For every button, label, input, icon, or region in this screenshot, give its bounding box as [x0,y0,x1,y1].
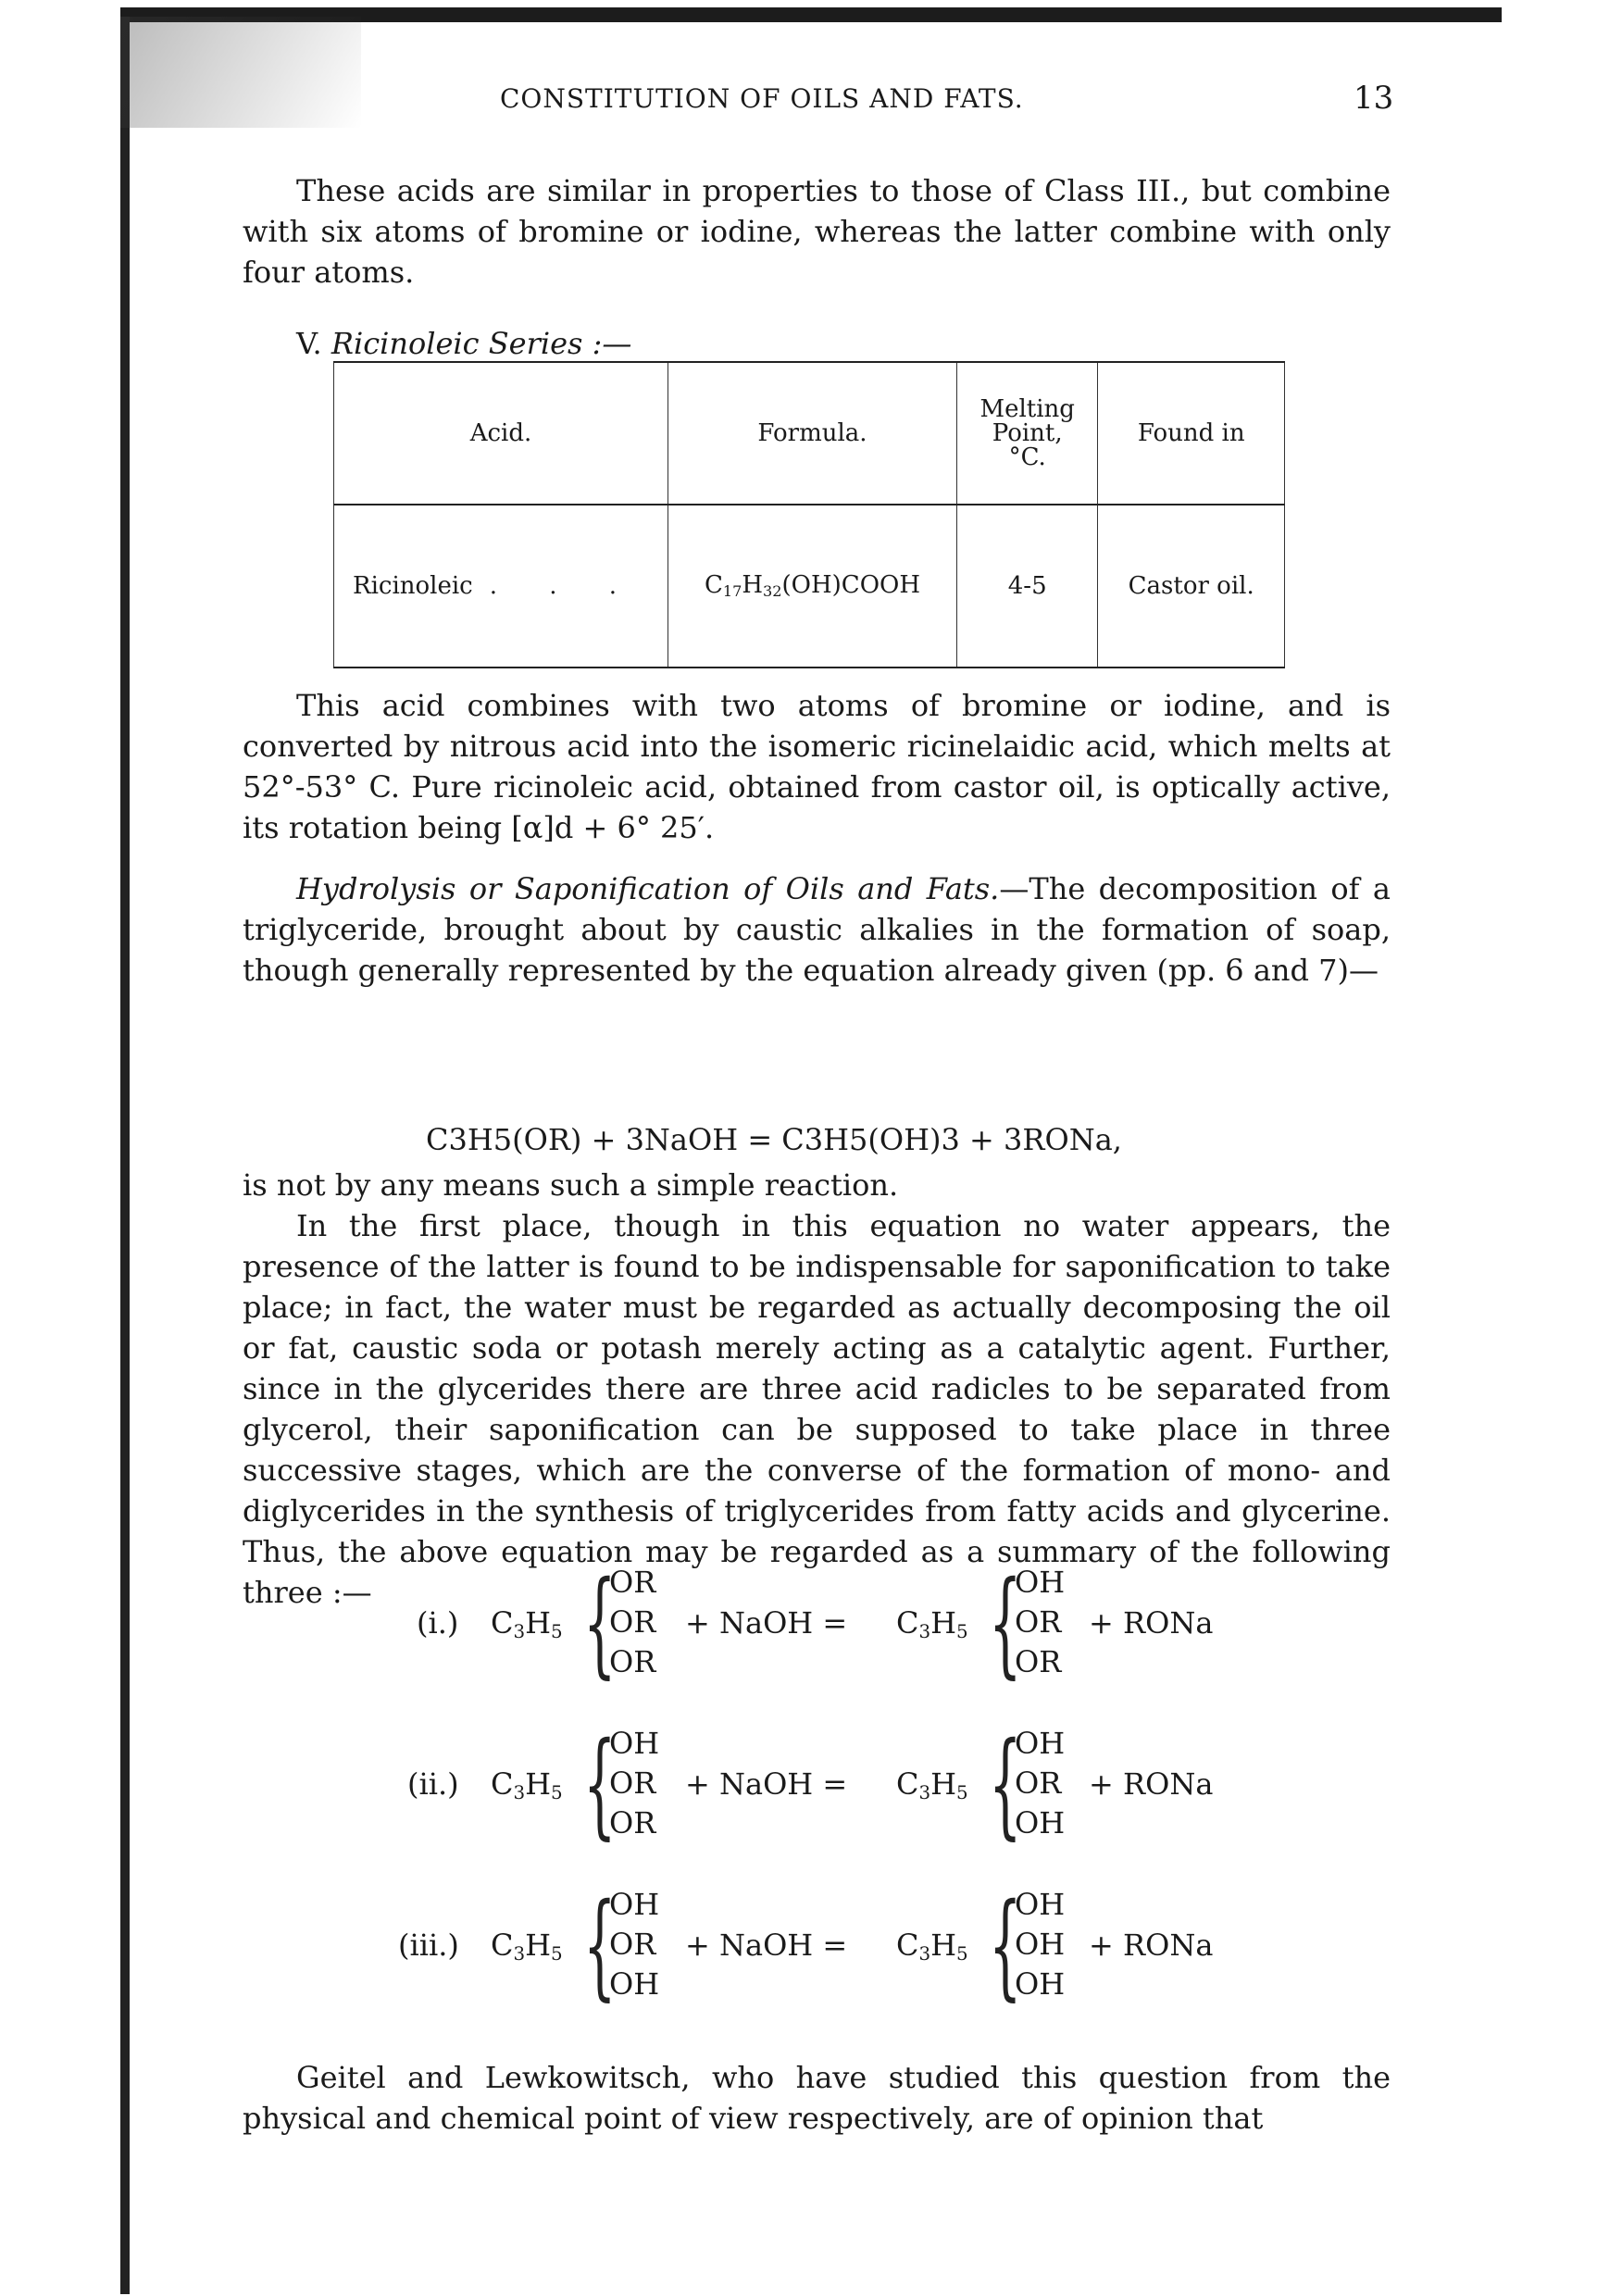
reagent: + NaOH = [685,1605,848,1641]
hydrolysis-body: —The decomposition of a triglyceride, brought about by caustic alkalies in the formation of soap, though generally represented by the equation already given (pp. 6 and 7)— [243,871,1391,988]
left-group-stack [609,1724,659,1843]
scan-spine-edge [120,17,130,2294]
header-melting-point [957,362,1098,505]
right-brace: { [989,1879,1022,2013]
first-place-paragraph: In the first place, though in this equation no water appears, the presence of the latter is found to be indispensable for saponification to take place; in fact, the water must be regarded as actually decomposing the oil or fat, caustic soda or potash merely acting as a catalytic agent. Further, since in the glycerides there are three acid radicles to be separated from glycerol, their saponification can be supposed to take place in three successive stages, which are the converse of the formation of mono- and diglycerides in the synthesis of triglycerides from fatty acids and glycerine. Thus, the above equation may be regarded as a summary of the following three :— [243,1208,1391,1610]
glyceryl-formula: $C_3H_5$ [491,1766,563,1803]
glyceryl-left [491,1766,563,1803]
product: + RONa [1089,1766,1214,1802]
page-number: 13 [1354,80,1394,117]
glyceryl-formula: $C_3H_5$ [896,1928,968,1965]
header-melting-line-2: Point, [992,419,1063,447]
ricinoleic-table [333,361,1285,668]
running-head: CONSTITUTION OF OILS AND FATS. [500,83,1024,114]
formula-part: (OH)COOH [781,571,921,600]
reaction-label: (ii.) [407,1766,459,1802]
formula-sub: 32 [763,582,782,601]
formula-sub: 17 [722,582,742,601]
formula-part: C [704,571,723,600]
group-item: OR [1015,1766,1062,1801]
group-item: OH [1015,1726,1066,1761]
group-item: OH [609,1726,660,1761]
series-heading [296,326,631,361]
scan-smudge [120,17,361,128]
formula-part: H [742,571,764,600]
table-header-row [334,362,1285,505]
header-melting-line-1: Melting [979,395,1075,423]
hydrolysis-paragraph [243,868,1391,991]
hydrolysis-title: Hydrolysis or Saponification of Oils and Fats. [296,871,1000,906]
left-group-stack [609,1885,659,2004]
glyceryl-formula: $C_3H_5$ [491,1928,563,1965]
cell-leader-dots: . . . [489,572,640,600]
header-melting-line-3: °C. [1008,443,1046,471]
group-item: OH [1015,1966,1066,2002]
intro-paragraph: These acids are similar in properties to those of Class III., but combine with six atoms of bromine or iodine, whereas the latter combine with only four atoms. [243,173,1391,290]
glyceryl-formula: $C_3H_5$ [896,1766,968,1803]
reaction-equation [389,1879,1278,2013]
glyceryl-left [491,1928,563,1965]
reagent: + NaOH = [685,1928,848,1963]
left-group-stack [609,1563,655,1682]
product: + RONa [1089,1605,1214,1641]
right-brace: { [989,1557,1022,1691]
reaction-label: (iii.) [398,1928,459,1963]
glyceryl-left [491,1605,563,1642]
header-formula: Formula. [668,362,956,505]
closing-paragraph: Geitel and Lewkowitsch, who have studied this question from the physical and chemical point of view respectively, are of opinion that [243,2060,1391,2136]
cell-melting-point: 4-5 [957,505,1098,668]
right-brace: { [989,1718,1022,1852]
product: + RONa [1089,1928,1214,1963]
group-item: OH [609,1966,660,2002]
right-group-stack [1015,1885,1065,2004]
reaction-equation [389,1557,1278,1691]
series-numeral: V. [296,326,322,361]
cell-acid-name: Ricinoleic [353,572,473,600]
group-item: OR [609,1927,656,1962]
cell-formula [668,505,956,668]
glyceryl-formula: $C_3H_5$ [491,1605,563,1642]
glyceryl-right [896,1766,968,1803]
group-item: OR [609,1644,656,1679]
group-item: OH [1015,1887,1066,1922]
group-item: OR [609,1766,656,1801]
group-item: OR [1015,1644,1062,1679]
group-item: OR [1015,1604,1062,1640]
left-brace: { [583,1718,617,1852]
series-title: Ricinoleic Series :— [331,326,632,361]
after-equation-text: is not by any means such a simple reaction. [243,1167,899,1203]
group-item: OR [609,1805,656,1841]
header-acid: Acid. [334,362,668,505]
glyceryl-right [896,1928,968,1965]
group-item: OH [1015,1565,1066,1600]
left-brace: { [583,1879,617,2013]
glyceryl-formula: $C_3H_5$ [896,1605,968,1642]
reaction-label: (i.) [417,1605,459,1641]
right-group-stack [1015,1724,1065,1843]
group-item: OR [609,1604,656,1640]
group-item: OR [609,1565,656,1600]
left-brace: { [583,1557,617,1691]
cell-found-in: Castor oil. [1098,505,1285,668]
group-item: OH [1015,1927,1066,1962]
reagent: + NaOH = [685,1766,848,1802]
group-item: OH [609,1887,660,1922]
cell-acid [334,505,668,668]
group-item: OH [1015,1805,1066,1841]
right-group-stack [1015,1563,1065,1682]
table-row [334,505,1285,668]
main-equation: C3H5(OR) + 3NaOH = C3H5(OH)3 + 3RONa, [426,1122,1122,1157]
header-found-in: Found in [1098,362,1285,505]
ricinoleic-paragraph: This acid combines with two atoms of bromine or iodine, and is converted by nitrous acid into the isomeric ricinelaidic acid, which melts at 52°-53° C. Pure ricinoleic acid, obtained from castor oil, is optically active, its rotation being [α]d + 6° 25′. [243,688,1391,845]
glyceryl-right [896,1605,968,1642]
reaction-equation [389,1718,1278,1852]
